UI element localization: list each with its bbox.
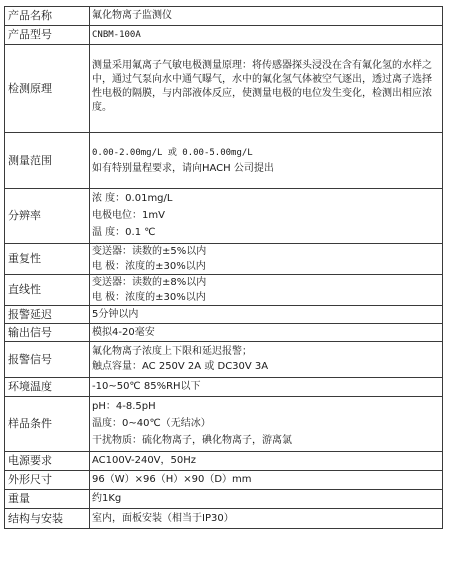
row-label: 报警信号 xyxy=(5,342,90,378)
row-value: AC100V-240V，50Hz xyxy=(90,452,443,471)
row-label: 电源要求 xyxy=(5,452,90,471)
row-value: 氟化物离子监测仪 xyxy=(90,7,443,26)
table-row xyxy=(5,324,443,342)
table-row xyxy=(5,306,443,324)
row-label: 重量 xyxy=(5,490,90,509)
table-row xyxy=(5,378,443,397)
row-label: 重复性 xyxy=(5,244,90,275)
table-row xyxy=(5,7,443,26)
row-value: 变送器：读数的±5%以内 电 极：浓度的±30%以内 xyxy=(90,244,443,275)
row-value: 模拟4-20毫安 xyxy=(90,324,443,342)
row-value: 5分钟以内 xyxy=(90,306,443,324)
row-label: 环境温度 xyxy=(5,378,90,397)
row-value: 室内，面板安装（相当于IP30） xyxy=(90,509,443,529)
table-row xyxy=(5,509,443,529)
row-label: 分辨率 xyxy=(5,189,90,244)
spec-table xyxy=(4,6,443,529)
table-row xyxy=(5,275,443,306)
row-label: 产品型号 xyxy=(5,26,90,45)
table-row xyxy=(5,45,443,133)
row-value: 氟化物离子浓度上下限和延迟报警； 触点容量：AC 250V 2A 或 DC30V 3A xyxy=(90,342,443,378)
row-value: 96（W）×96（H）×90（D）mm xyxy=(90,471,443,490)
row-label: 检测原理 xyxy=(5,45,90,133)
row-value: pH：4-8.5pH 温度：0~40℃（无结冰） 干扰物质：硫化物离子，碘化物离子，游离氯 xyxy=(90,397,443,452)
row-value: -10~50℃ 85%RH以下 xyxy=(90,378,443,397)
table-row xyxy=(5,26,443,45)
table-row xyxy=(5,452,443,471)
row-label: 测量范围 xyxy=(5,133,90,189)
table-row xyxy=(5,490,443,509)
table-row xyxy=(5,133,443,189)
row-value: CNBM-100A xyxy=(90,26,443,45)
row-value: 测量采用氟离子气敏电极测量原理：将传感器探头浸没在含有氟化氢的水样之中，通过气泵向水中通气曝气，水中的氟化氢气体被空气逐出，透过离子选择性电极的隔膜，与内部液体反应，使测量电极的电位发生变化，检测出相应浓度。 xyxy=(90,45,443,133)
row-label: 外形尺寸 xyxy=(5,471,90,490)
row-value: 变送器：读数的±8%以内 电 极：浓度的±30%以内 xyxy=(90,275,443,306)
table-row xyxy=(5,342,443,378)
table-row xyxy=(5,471,443,490)
row-label: 结构与安装 xyxy=(5,509,90,529)
row-value: 0.00-2.00mg/L 或 0.00-5.00mg/L 如有特别量程要求，请向HACH 公司提出 xyxy=(90,133,443,189)
row-value: 浓 度：0.01mg/L 电极电位：1mV 温 度：0.1 ℃ xyxy=(90,189,443,244)
row-value: 约1Kg xyxy=(90,490,443,509)
row-label: 产品名称 xyxy=(5,7,90,26)
table-row xyxy=(5,397,443,452)
row-label: 直线性 xyxy=(5,275,90,306)
row-label: 样品条件 xyxy=(5,397,90,452)
row-label: 输出信号 xyxy=(5,324,90,342)
table-row xyxy=(5,189,443,244)
row-label: 报警延迟 xyxy=(5,306,90,324)
table-row xyxy=(5,244,443,275)
